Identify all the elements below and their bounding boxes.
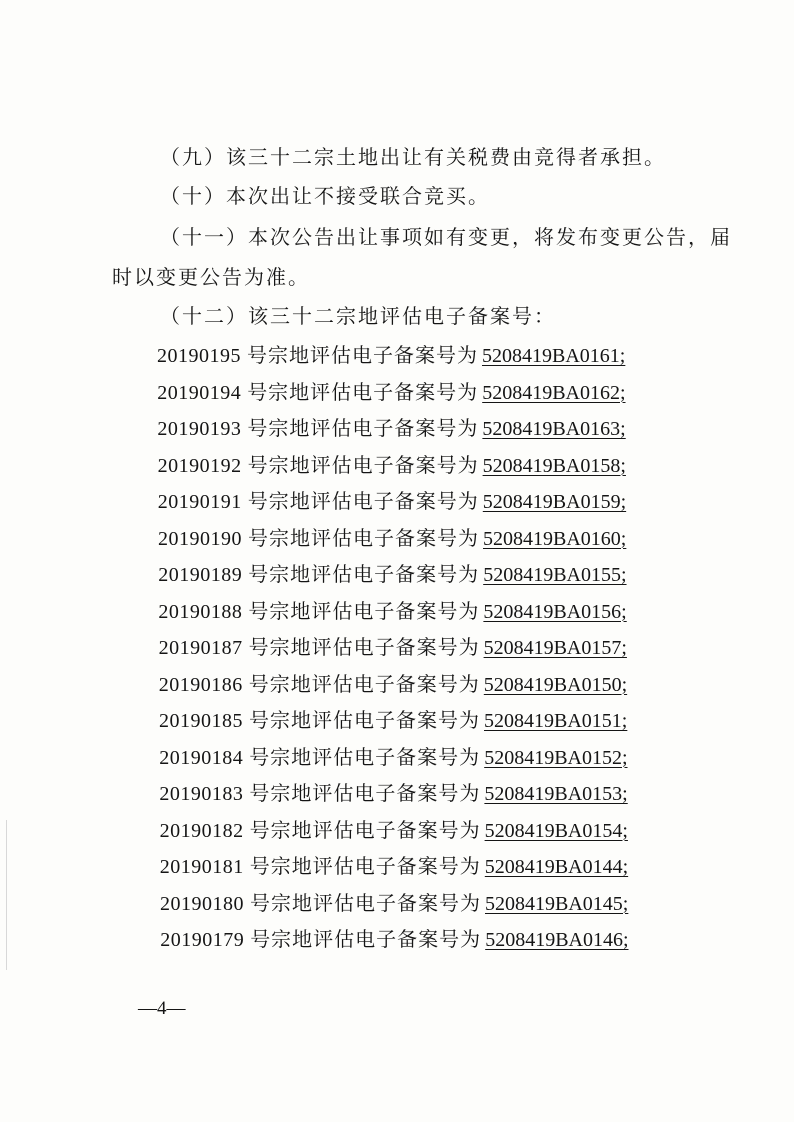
scan-margin-line (6, 820, 7, 970)
paragraph-item-9: （九）该三十二宗土地出让有关税费由竞得者承担。 (160, 145, 666, 169)
record-label: 号宗地评估电子备案号为 (248, 671, 480, 696)
record-label: 号宗地评估电子备案号为 (250, 890, 481, 915)
record-label: 号宗地评估电子备案号为 (249, 817, 481, 842)
paragraph-item-11-continuation: 时以变更公告为准。 (112, 265, 310, 289)
filing-record-row (159, 783, 627, 804)
filing-record-row (158, 598, 627, 623)
parcel-number: 20190192 (157, 454, 242, 477)
filing-code: 5208419BA0155; (483, 564, 627, 586)
record-label: 号宗地评估电子备案号为 (249, 781, 481, 805)
filing-code: 5208419BA0160; (483, 527, 627, 550)
parcel-number: 20190191 (157, 491, 242, 513)
record-label: 号宗地评估电子备案号为 (249, 708, 480, 732)
filing-record-row (160, 890, 629, 915)
filing-record-row (157, 345, 625, 366)
filing-code: 5208419BA0159; (482, 491, 627, 513)
record-label: 号宗地评估电子备案号为 (248, 635, 480, 659)
parcel-number: 20190180 (160, 892, 244, 915)
filing-code: 5208419BA0156; (483, 600, 627, 623)
filing-record-row (159, 744, 628, 769)
filing-record-row (158, 525, 627, 550)
filing-code: 5208419BA0150; (483, 673, 628, 696)
record-label: 号宗地评估电子备案号为 (248, 525, 479, 550)
filing-record-row (157, 418, 625, 439)
record-label: 号宗地评估电子备案号为 (248, 598, 480, 623)
record-label: 号宗地评估电子备案号为 (248, 562, 480, 586)
record-label: 号宗地评估电子备案号为 (250, 927, 482, 951)
parcel-number: 20190190 (158, 527, 242, 550)
filing-code: 5208419BA0157; (483, 637, 627, 659)
parcel-number: 20190182 (159, 819, 244, 842)
parcel-number: 20190194 (157, 381, 242, 404)
filing-record-row (158, 564, 626, 585)
record-label: 号宗地评估电子备案号为 (247, 379, 479, 404)
filing-code: 5208419BA0153; (484, 783, 628, 805)
filing-record-row (160, 929, 628, 950)
filing-code: 5208419BA0158; (482, 454, 626, 477)
filing-code: 5208419BA0146; (485, 929, 629, 951)
record-label: 号宗地评估电子备案号为 (247, 489, 479, 513)
paragraph-item-10: （十）本次出让不接受联合竞买。 (160, 184, 490, 208)
filing-record-row (157, 379, 626, 404)
filing-code: 5208419BA0163; (482, 418, 626, 440)
filing-code: 5208419BA0154; (484, 819, 628, 842)
filing-record-row (160, 856, 628, 877)
parcel-number: 20190185 (159, 710, 243, 732)
filing-code: 5208419BA0151; (484, 710, 628, 732)
filing-code: 5208419BA0152; (484, 746, 628, 769)
parcel-number: 20190193 (157, 418, 242, 440)
parcel-number: 20190189 (158, 564, 243, 586)
page-number: —4— (138, 998, 186, 1019)
filing-code: 5208419BA0145; (485, 892, 629, 915)
parcel-number: 20190179 (160, 929, 245, 951)
record-label: 号宗地评估电子备案号为 (249, 854, 481, 878)
filing-record-row (159, 817, 628, 842)
paragraph-item-12: （十二）该三十二宗地评估电子备案号： (160, 304, 556, 328)
filing-code: 5208419BA0161; (482, 345, 626, 367)
parcel-number: 20190188 (158, 600, 243, 623)
filing-record-row (157, 452, 626, 477)
record-label: 号宗地评估电子备案号为 (247, 452, 479, 477)
parcel-number: 20190181 (159, 856, 244, 878)
filing-record-row (159, 710, 627, 731)
record-label: 号宗地评估电子备案号为 (249, 744, 481, 769)
paragraph-item-11: （十一）本次公告出让事项如有变更，将发布变更公告，届 (160, 225, 732, 249)
parcel-number: 20190187 (158, 637, 243, 659)
filing-record-row (158, 671, 628, 696)
parcel-number: 20190184 (159, 746, 244, 769)
parcel-number: 20190186 (158, 673, 243, 696)
parcel-number: 20190183 (159, 783, 244, 805)
record-label: 号宗地评估电子备案号为 (247, 343, 478, 367)
filing-code: 5208419BA0162; (482, 381, 626, 404)
parcel-number: 20190195 (157, 345, 241, 367)
filing-record-row (159, 637, 627, 658)
filing-code: 5208419BA0144; (484, 856, 629, 878)
filing-record-row (158, 491, 626, 512)
record-label: 号宗地评估电子备案号为 (247, 416, 479, 440)
